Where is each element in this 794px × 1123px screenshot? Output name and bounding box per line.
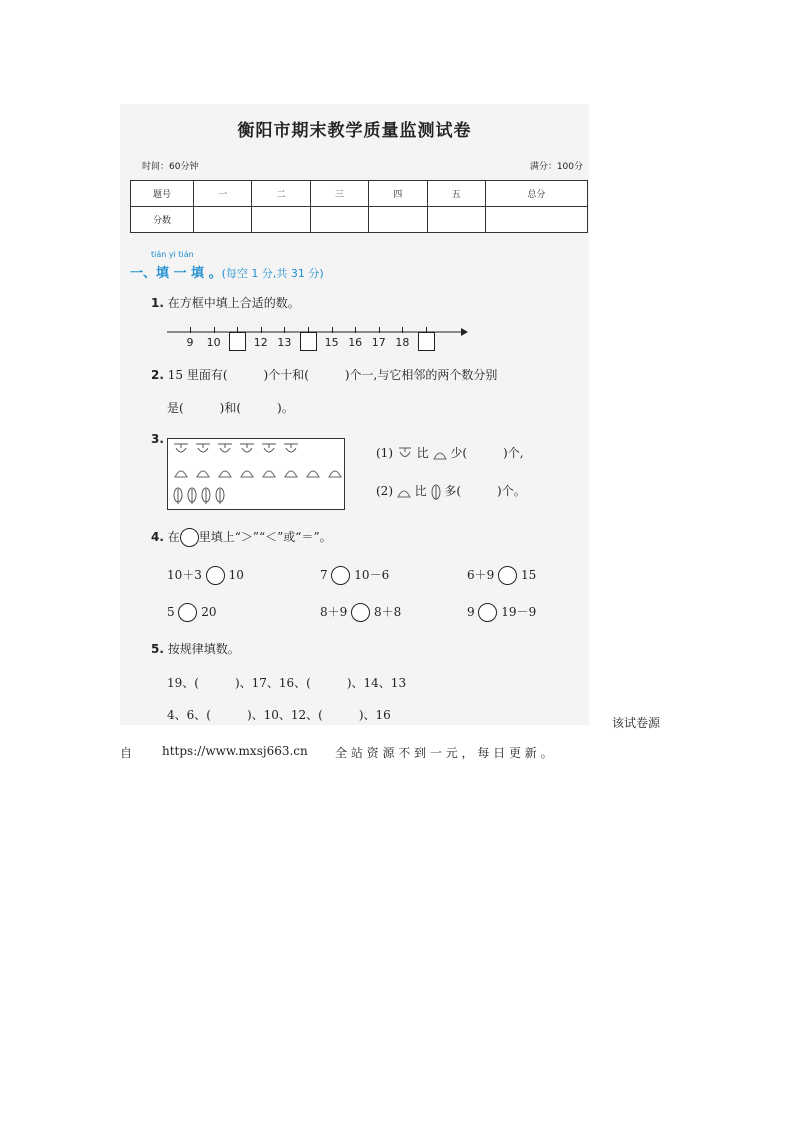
score-row-label: 分数 [131,207,194,233]
leaf-icons [174,488,224,504]
footer-tail: 全 站 资 源 不 到 一 元 ， 每 日 更 新 。 [335,746,553,760]
section1-heading [130,262,324,281]
bell-icons [175,471,341,477]
score-header-cell: 五 [427,181,485,207]
question-text: 在方框中填上合适的数。 [167,296,300,310]
compare-word: 比 [416,446,429,460]
score-cell[interactable] [252,207,310,233]
number-line-tick [355,327,356,333]
sub-number: (1) [376,446,393,460]
compare-item [467,566,536,585]
number-line-tick [332,327,333,333]
compare-circle-input[interactable] [351,603,370,622]
compare-left: 9 [467,605,475,619]
compare-left: 8＋9 [320,605,348,619]
question-number: 4. [151,530,164,544]
score-table-header-row [131,181,588,207]
number-line-tick [379,327,380,333]
compare-circle-input[interactable] [498,566,517,585]
compare-item [167,566,244,585]
bell-icon [433,447,447,461]
score-cell[interactable] [485,207,587,233]
question-number: 2. [151,368,164,382]
question-1 [151,294,300,311]
compare-circle-input[interactable] [331,566,350,585]
compare-right: 10－6 [354,568,390,582]
score-cell[interactable] [369,207,427,233]
sequence-line-1: 19、( )、17、16、( )、14、13 [167,676,407,690]
question-number: 5. [151,642,164,656]
number-line-tick [284,327,285,333]
question-text-b: 里填上“＞”“＜”或“＝”。 [198,530,332,544]
number-line-label: 12 [253,336,268,349]
score-cell[interactable] [194,207,252,233]
question-3-sub-2 [376,482,526,500]
compare-left: 5 [167,605,175,619]
compare-circle-input[interactable] [478,603,497,622]
answer-blank-text: 多( )个。 [444,484,526,498]
section1-pinyin: tián yi tián [151,250,194,259]
number-line-label: 10 [206,336,221,349]
compare-circle-input[interactable] [206,566,225,585]
score-header-cell: 总分 [485,181,587,207]
question-line-1: 15 里面有( )个十和( )个一,与它相邻的两个数分别 [167,368,498,382]
number-line-arrow [461,328,468,336]
compare-item [320,603,401,622]
question-5 [151,640,240,657]
question-2-line-2: 是( )和( )。 [167,401,294,415]
compare-left: 6＋9 [467,568,495,582]
lantern-icon [397,446,413,462]
compare-left: 10＋3 [167,568,202,582]
question-number: 3. [151,432,164,446]
number-line-label: 18 [395,336,410,349]
question-text-a: 在 [167,530,180,544]
number-line-label: 13 [277,336,292,349]
compare-item [320,566,389,585]
compare-right: 8＋8 [373,605,402,619]
picture-drawing [168,439,344,509]
score-header-cell: 二 [252,181,310,207]
number-line-label: 9 [186,336,194,349]
compare-right: 10 [228,568,244,582]
sequence-line-2: 4、6、( )、10、12、( )、16 [167,708,391,722]
answer-blank-text: 少( )个, [450,446,524,460]
score-cell[interactable] [427,207,485,233]
number-line-answer-box[interactable] [418,332,435,351]
question-3 [151,432,164,446]
compare-left: 7 [320,568,328,582]
compare-right: 15 [520,568,537,582]
footer-start: 自 [120,746,133,760]
bell-icon [397,485,411,499]
full-score-label: 满分：100分 [529,162,583,172]
exam-sheet [120,104,589,725]
lantern-icons [174,444,298,452]
number-line-tick [214,327,215,333]
score-header-cell: 三 [310,181,368,207]
score-table [130,180,588,233]
compare-circle-input[interactable] [178,603,197,622]
footer-right-text: 该试卷源 [612,716,661,730]
compare-word: 比 [414,484,427,498]
counting-picture [167,438,345,510]
number-line-label: 16 [348,336,363,349]
section1-note: (每空 1 分,共 31 分) [221,267,324,280]
time-label: 时间：60分钟 [142,162,199,172]
compare-right: 19－9 [501,605,537,619]
section1-heading-text: 一、填 一 填 。 [130,266,222,281]
number-line-label: 17 [371,336,386,349]
compare-right: 20 [201,605,217,619]
number-line-tick [190,327,191,333]
footer-url[interactable]: https://www.mxsj663.cn [162,744,308,758]
compare-item [467,603,536,622]
question-number: 1. [151,296,164,310]
score-cell[interactable] [310,207,368,233]
score-header-cell: 四 [369,181,427,207]
score-header-cell: 一 [194,181,252,207]
number-line-answer-box[interactable] [300,332,317,351]
sub-number: (2) [376,484,393,498]
number-line-answer-box[interactable] [229,332,246,351]
compare-item [167,603,217,622]
question-text: 按规律填数。 [167,642,240,656]
number-line-label: 15 [324,336,339,349]
score-table-score-row [131,207,588,233]
number-line-tick [261,327,262,333]
question-3-sub-1 [376,444,524,462]
question-4 [151,528,332,547]
compare-circle-icon [180,528,199,547]
leaf-icon [431,484,441,500]
question-2 [151,366,497,383]
number-line-tick [402,327,403,333]
score-header-cell: 题号 [131,181,194,207]
exam-title: 衡阳市期末教学质量监测试卷 [237,121,472,141]
